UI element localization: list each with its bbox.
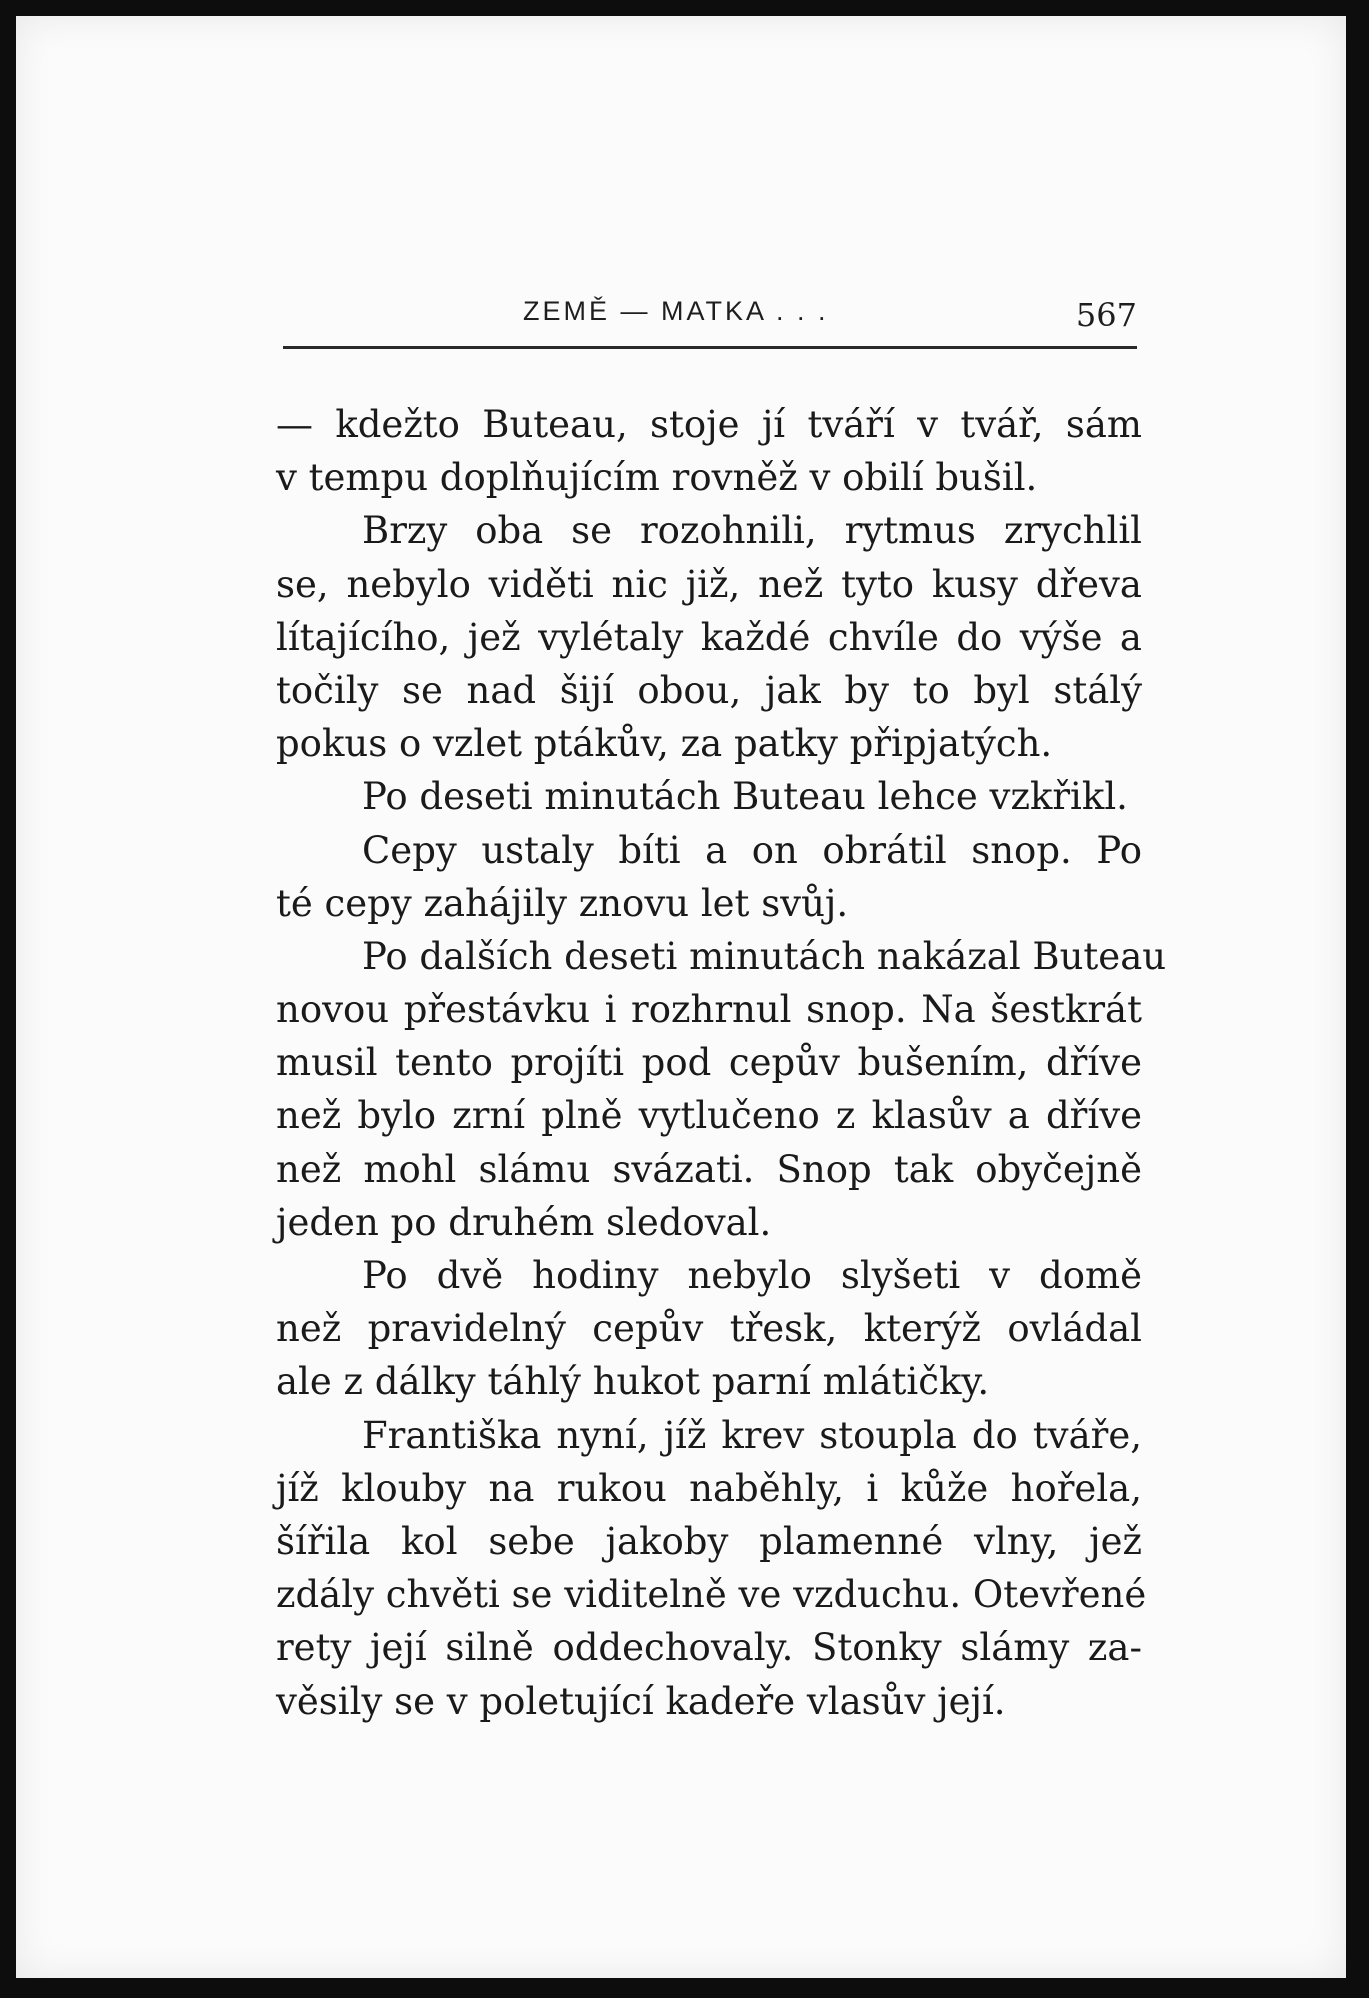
text-line: v tempu doplňujícím rovněž v obilí bušil. — [276, 456, 1038, 500]
text-line: musil tento projíti pod cepův bušením, dříve — [276, 1041, 1142, 1085]
text-line: věsily se v poletující kadeře vlasův její. — [276, 1679, 1006, 1723]
text-line: jíž klouby na rukou naběhly, i kůže hořela, — [276, 1466, 1142, 1510]
text-line: šířila kol sebe jakoby plamenné vlny, jež — [276, 1519, 1142, 1563]
book-page — [16, 16, 1346, 1978]
text-line: jeden po druhém sledoval. — [276, 1200, 772, 1244]
text-line: ale z dálky táhlý hukot parní mlátičky. — [276, 1360, 990, 1404]
text-line: Cepy ustaly bíti a on obrátil snop. Po — [362, 828, 1142, 872]
text-line: Brzy oba se rozohnili, rytmus zrychlil — [362, 509, 1142, 553]
text-line: rety její silně oddechovaly. Stonky slámy za- — [276, 1626, 1142, 1670]
body-text — [276, 398, 1167, 1728]
text-line: se, nebylo viděti nic již, než tyto kusy dřeva — [276, 562, 1142, 606]
text-line: Po deseti minutách Buteau lehce vzkřikl. — [362, 775, 1128, 819]
text-line: zdály chvěti se viditelně ve vzduchu. Otevřené — [276, 1573, 1147, 1617]
running-title: ZEMĚ — MATKA . . . — [523, 296, 829, 326]
text-line: Po dalších deseti minutách nakázal Buteau — [362, 934, 1167, 978]
header-rule — [283, 346, 1137, 349]
text-line: té cepy zahájily znovu let svůj. — [276, 881, 849, 925]
text-line: než mohl slámu svázati. Snop tak obyčejně — [276, 1147, 1142, 1191]
text-line: novou přestávku i rozhrnul snop. Na šestkrát — [276, 988, 1142, 1032]
text-line: — kdežto Buteau, stoje jí tváří v tvář, sám — [276, 403, 1142, 446]
text-line: než bylo zrní plně vytlučeno z klasův a dříve — [276, 1094, 1142, 1138]
text-line: lítajícího, jež vylétaly každé chvíle do výše a — [276, 615, 1142, 659]
text-line: Františka nyní, jíž krev stoupla do tváře, — [362, 1413, 1142, 1457]
text-line: než pravidelný cepův třesk, kterýž ovládal — [276, 1307, 1142, 1351]
text-line: pokus o vzlet ptákův, za patky připjatých. — [276, 722, 1053, 766]
page-header — [283, 296, 1137, 336]
text-line: točily se nad šijí obou, jak by to byl stálý — [276, 668, 1142, 712]
page-number: 567 — [1075, 296, 1137, 334]
text-line: Po dvě hodiny nebylo slyšeti v domě — [362, 1254, 1142, 1297]
